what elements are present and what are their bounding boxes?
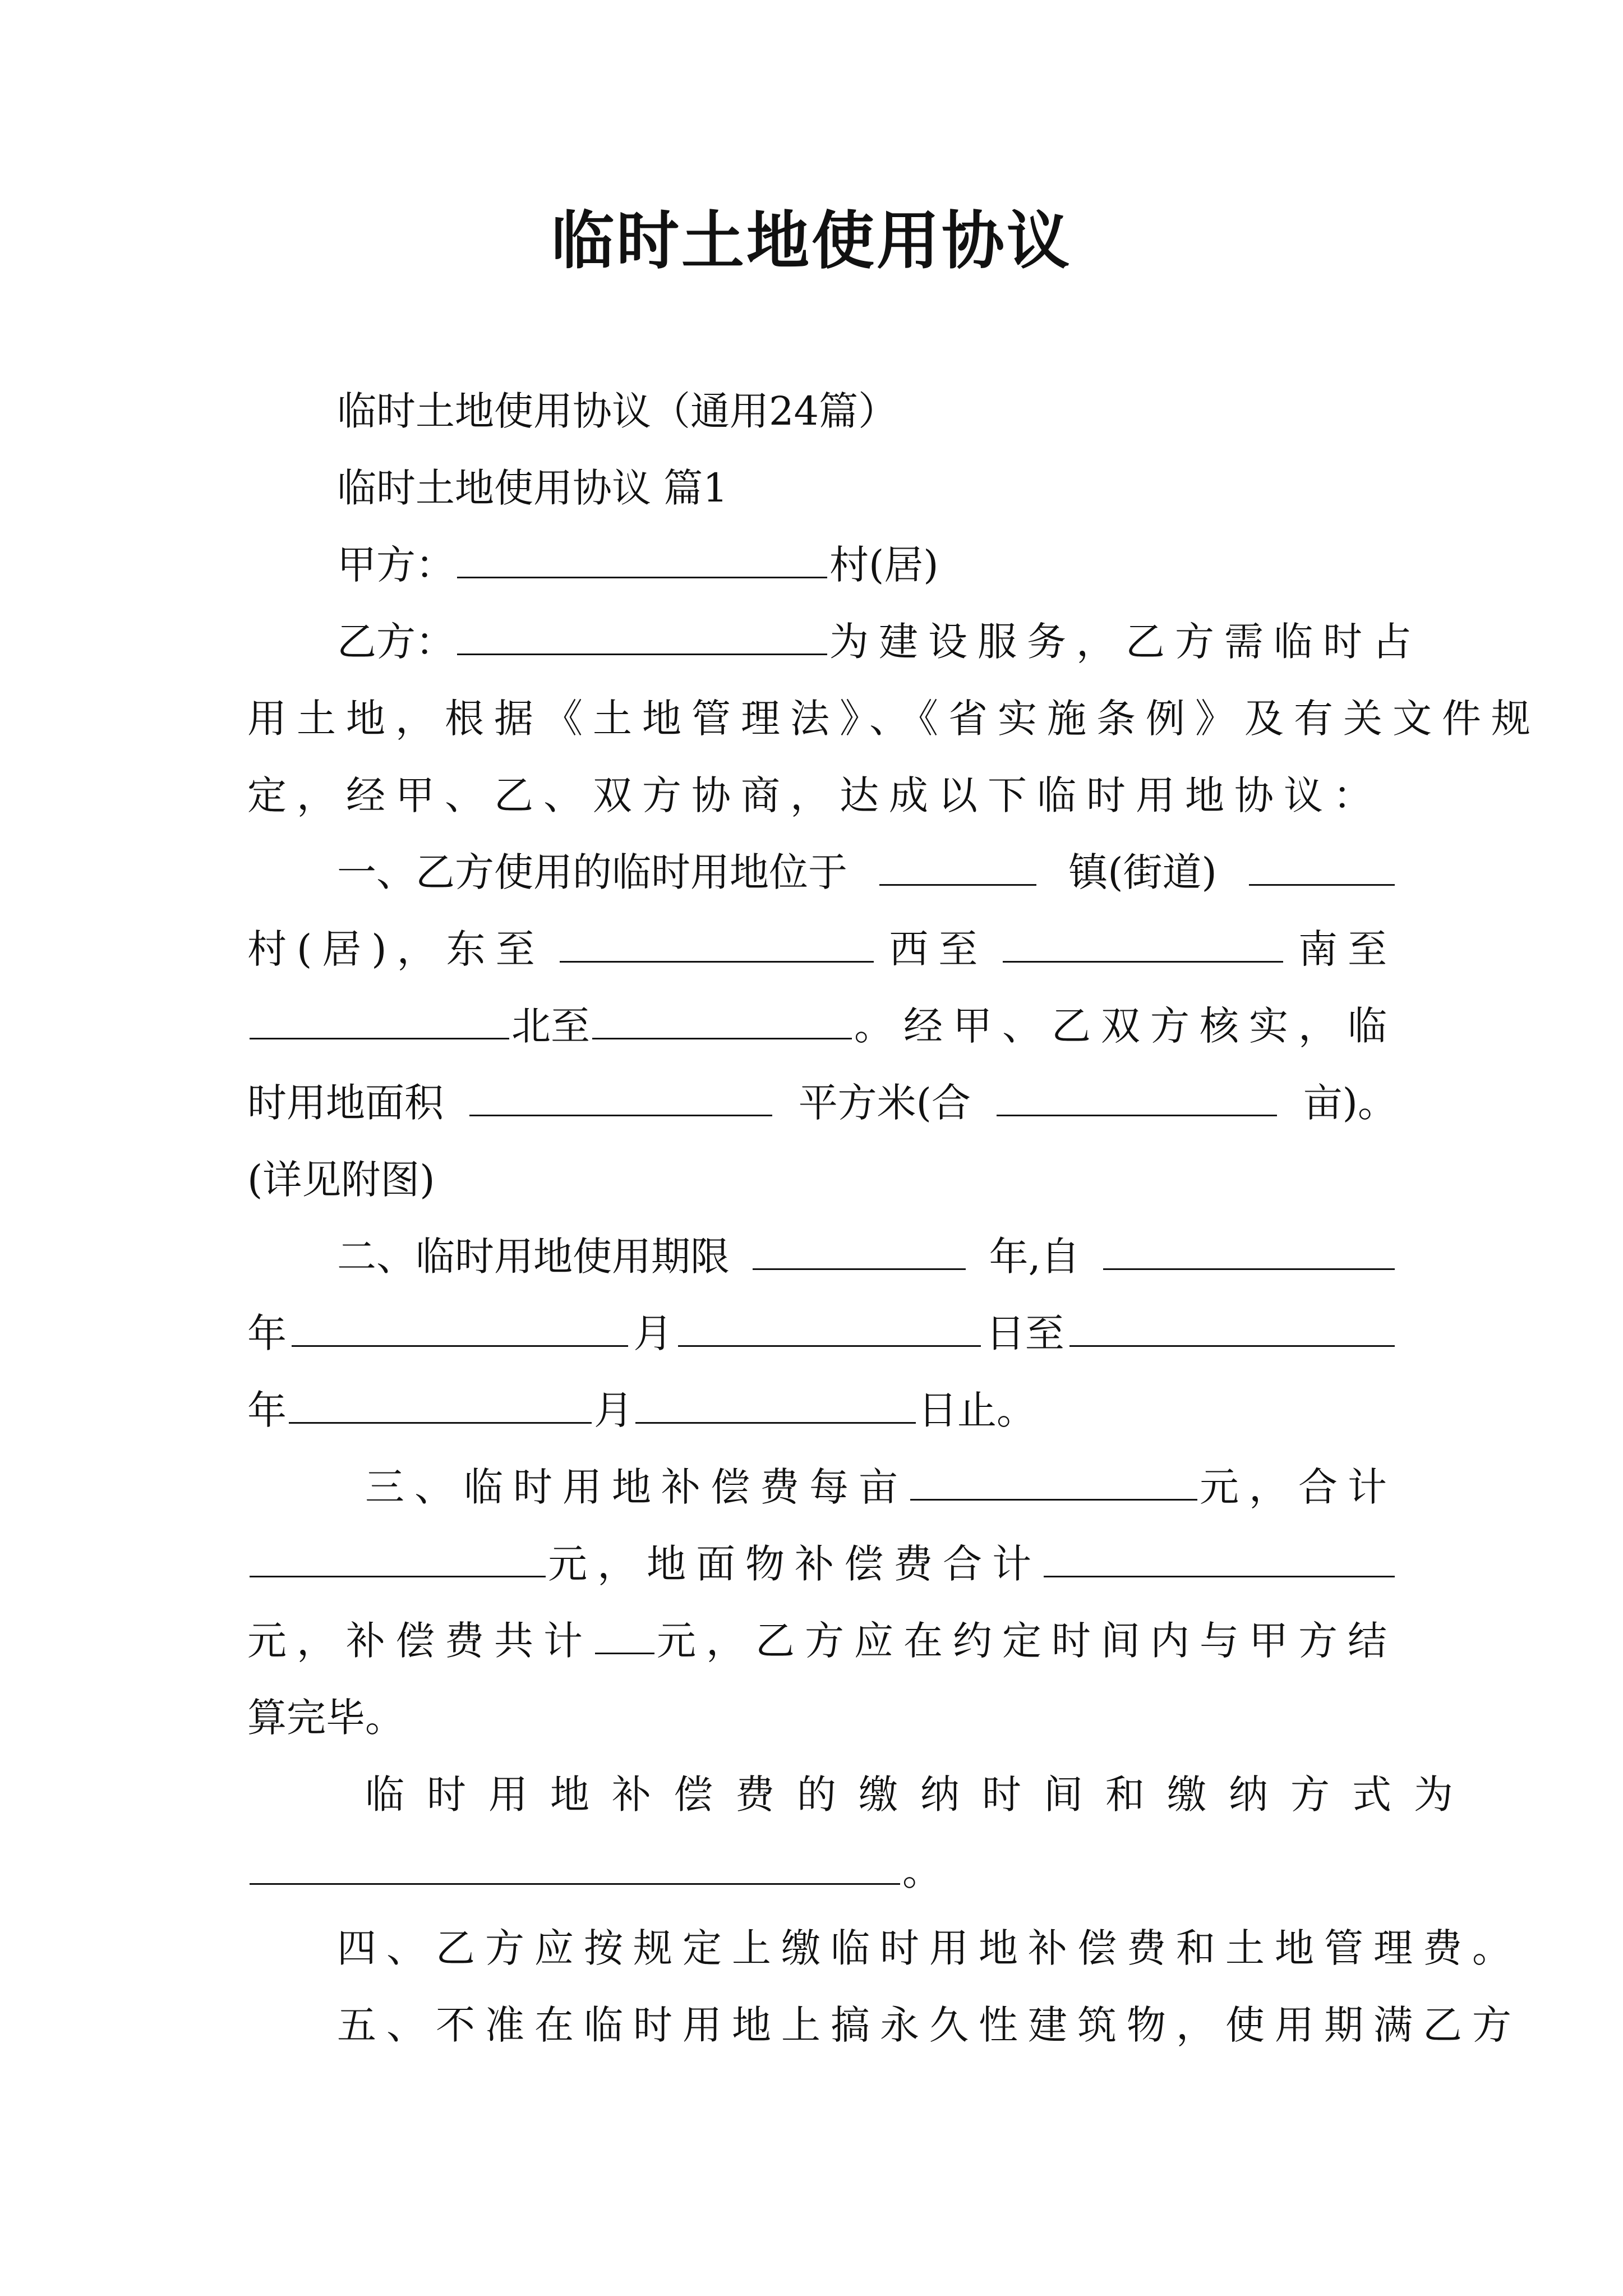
east-blank <box>560 926 874 963</box>
section-3-line-5 <box>247 1756 1476 1833</box>
section-text: 元，合计 <box>1200 1464 1397 1510</box>
chapter-heading: 临时土地使用协议 篇1 <box>337 465 728 511</box>
grand-total-blank <box>595 1618 654 1654</box>
section-1-line-5 <box>247 1142 1397 1218</box>
party-a-label: 甲方： <box>337 542 455 588</box>
section-1-line-3 <box>247 988 1397 1065</box>
north-blank <box>592 1003 852 1039</box>
payment-method-blank <box>250 1848 900 1885</box>
party-b-blank <box>457 619 827 655</box>
ground-compensation-blank <box>1044 1541 1395 1577</box>
section-text: 临时用地补偿费的缴纳时间和缴纳方式为 <box>365 1772 1476 1818</box>
end-blank <box>1069 1310 1395 1347</box>
section-2-line-3 <box>247 1372 1397 1449</box>
term-years-blank <box>753 1234 966 1270</box>
subtitle-line <box>247 373 1397 450</box>
document-body <box>247 373 1541 2064</box>
section-text: 元，补偿费共计 <box>247 1618 593 1664</box>
section-3-line-3 <box>247 1603 1397 1680</box>
section-2-line-1 <box>247 1218 1397 1295</box>
party-a-line <box>247 527 1397 604</box>
start-year-blank <box>292 1310 628 1347</box>
section-text: 三、临时用地补偿费每亩 <box>365 1464 908 1510</box>
end-year-blank <box>289 1387 592 1424</box>
party-b-suffix: 为建设服务，乙方需临时占 <box>829 619 1422 665</box>
section-text: 一、乙方使用的临时用地位于 <box>337 849 847 895</box>
paragraph-line <box>247 757 1397 834</box>
section-text: 村(居)，东至 <box>247 926 545 972</box>
party-a-blank <box>457 542 827 578</box>
section-text: (详见附图) <box>247 1157 435 1203</box>
section-text: 月 <box>594 1387 633 1433</box>
section-text: 元，乙方应在约定时间内与甲方结 <box>657 1618 1397 1664</box>
section-text: 五、不准在临时用地上搞永久性建筑物，使用期满乙方 <box>337 2002 1521 2048</box>
section-1-line-2 <box>247 911 1397 988</box>
section-1-line-1 <box>247 834 1397 911</box>
section-text: 西至 <box>889 926 988 972</box>
paragraph-text: 用土地，根据《土地管理法》、《省实施条例》及有关文件规 <box>247 696 1541 742</box>
paragraph-line <box>247 680 1541 757</box>
start-blank <box>1103 1234 1395 1270</box>
section-3-line-6 <box>247 1833 1397 1910</box>
town-blank <box>879 849 1036 886</box>
section-5-line <box>247 1987 1521 2064</box>
section-3-line-1 <box>247 1449 1397 1526</box>
section-3-line-4 <box>247 1680 1397 1756</box>
start-month-blank <box>678 1310 981 1347</box>
section-text: 时用地面积 <box>247 1080 444 1126</box>
area-blank <box>469 1080 772 1116</box>
party-b-label: 乙方： <box>337 619 455 665</box>
section-1-line-4 <box>247 1065 1397 1142</box>
section-2-line-2 <box>247 1295 1397 1372</box>
section-text: 平方米(合 <box>798 1080 971 1126</box>
party-a-suffix: 村(居) <box>829 542 939 588</box>
per-mu-blank <box>910 1464 1197 1501</box>
section-text: 元，地面物补偿费合计 <box>548 1541 1042 1587</box>
section-text: 亩)。 <box>1303 1080 1397 1126</box>
section-3-line-2 <box>247 1526 1397 1603</box>
end-month-blank <box>635 1387 916 1424</box>
section-text: 四、乙方应按规定上缴临时用地补偿费和土地管理费。 <box>337 1925 1521 1971</box>
section-text: 年 <box>247 1387 287 1433</box>
section-text: 日至 <box>985 1310 1064 1356</box>
section-text: 。经甲、乙双方核实，临 <box>854 1003 1397 1049</box>
street-blank <box>1249 849 1395 886</box>
chapter-line <box>247 450 1397 527</box>
section-text: 年,自 <box>989 1234 1080 1280</box>
section-text: 二、临时用地使用期限 <box>337 1234 730 1280</box>
section-text: 北至 <box>511 1003 590 1049</box>
section-text: 月 <box>633 1310 673 1356</box>
section-text: 算完毕。 <box>247 1695 404 1741</box>
total-blank <box>250 1541 546 1577</box>
subtitle-text: 临时土地使用协议（通用24篇） <box>337 388 898 434</box>
section-text: 。 <box>902 1848 942 1894</box>
section-text: 南至 <box>1298 926 1397 972</box>
south-blank <box>250 1003 509 1039</box>
document-title: 临时土地使用协议 <box>551 204 1072 278</box>
section-4-line <box>247 1910 1521 1987</box>
section-text: 日止。 <box>918 1387 1036 1433</box>
mu-blank <box>997 1080 1277 1116</box>
paragraph-text: 定，经甲、乙、双方协商，达成以下临时用地协议： <box>247 772 1382 818</box>
section-text: 年 <box>247 1310 287 1356</box>
party-b-line <box>247 604 1422 680</box>
west-blank <box>1003 926 1283 963</box>
section-text: 镇(街道) <box>1068 849 1217 895</box>
